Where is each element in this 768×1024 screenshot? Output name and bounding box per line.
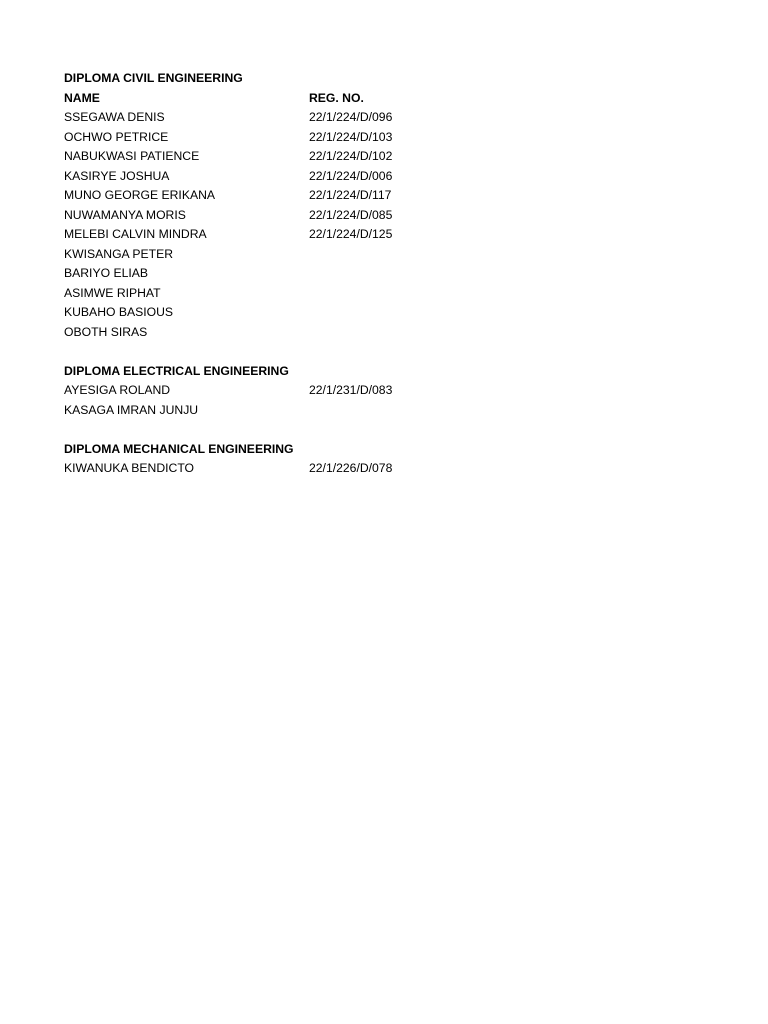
student-row <box>64 459 704 479</box>
student-list-document <box>64 69 704 479</box>
section-electrical-engineering <box>64 362 704 421</box>
student-reg-no: 22/1/224/D/096 <box>309 110 393 124</box>
section-title <box>64 362 704 382</box>
student-row <box>64 128 704 148</box>
student-name: NABUKWASI PATIENCE <box>64 149 200 163</box>
student-row <box>64 401 704 421</box>
student-name: KWISANGA PETER <box>64 246 174 261</box>
student-row <box>64 225 704 245</box>
student-reg-no: 22/1/224/D/117 <box>309 188 392 202</box>
student-name: KASAGA IMRAN JUNJU <box>64 402 199 417</box>
column-header-name: NAME <box>64 90 100 105</box>
student-name: OBOTH SIRAS <box>64 324 148 339</box>
student-name: NUWAMANYA MORIS <box>64 207 186 222</box>
student-row <box>64 186 704 206</box>
student-name: AYESIGA ROLAND <box>64 383 171 397</box>
student-row <box>64 206 704 226</box>
student-row <box>64 284 704 304</box>
section-civil-engineering <box>64 69 704 342</box>
student-row <box>64 264 704 284</box>
column-header-reg-no: REG. NO. <box>309 90 364 105</box>
student-name: BARIYO ELIAB <box>64 266 148 280</box>
section-title <box>64 69 704 89</box>
student-name: KIWANUKA BENDICTO <box>64 461 195 475</box>
student-row <box>64 108 704 128</box>
student-reg-no: 22/1/224/D/085 <box>309 207 393 222</box>
student-row <box>64 303 704 323</box>
student-name: OCHWO PETRICE <box>64 129 169 144</box>
student-reg-no: 22/1/224/D/102 <box>309 149 393 163</box>
student-name: MELEBI CALVIN MINDRA <box>64 227 207 241</box>
student-row <box>64 147 704 167</box>
student-name: KASIRYE JOSHUA <box>64 168 170 183</box>
student-reg-no: 22/1/231/D/083 <box>309 383 393 397</box>
student-name: SSEGAWA DENIS <box>64 110 165 124</box>
section-spacer <box>64 342 704 362</box>
student-row <box>64 381 704 401</box>
student-row <box>64 323 704 343</box>
student-reg-no: 22/1/224/D/125 <box>309 227 393 241</box>
student-row <box>64 245 704 265</box>
column-header-row <box>64 89 704 109</box>
section-spacer <box>64 420 704 440</box>
section-title <box>64 440 704 460</box>
section-mechanical-engineering <box>64 440 704 479</box>
student-reg-no: 22/1/224/D/103 <box>309 129 393 144</box>
student-name: ASIMWE RIPHAT <box>64 285 161 300</box>
student-reg-no: 22/1/224/D/006 <box>309 168 393 183</box>
section-title-text: DIPLOMA MECHANICAL ENGINEERING <box>64 441 294 456</box>
student-reg-no: 22/1/226/D/078 <box>309 461 393 475</box>
student-name: KUBAHO BASIOUS <box>64 305 174 319</box>
student-name: MUNO GEORGE ERIKANA <box>64 188 216 202</box>
section-title-text: DIPLOMA ELECTRICAL ENGINEERING <box>64 363 289 378</box>
section-title-text: DIPLOMA CIVIL ENGINEERING <box>64 71 243 85</box>
student-row <box>64 167 704 187</box>
